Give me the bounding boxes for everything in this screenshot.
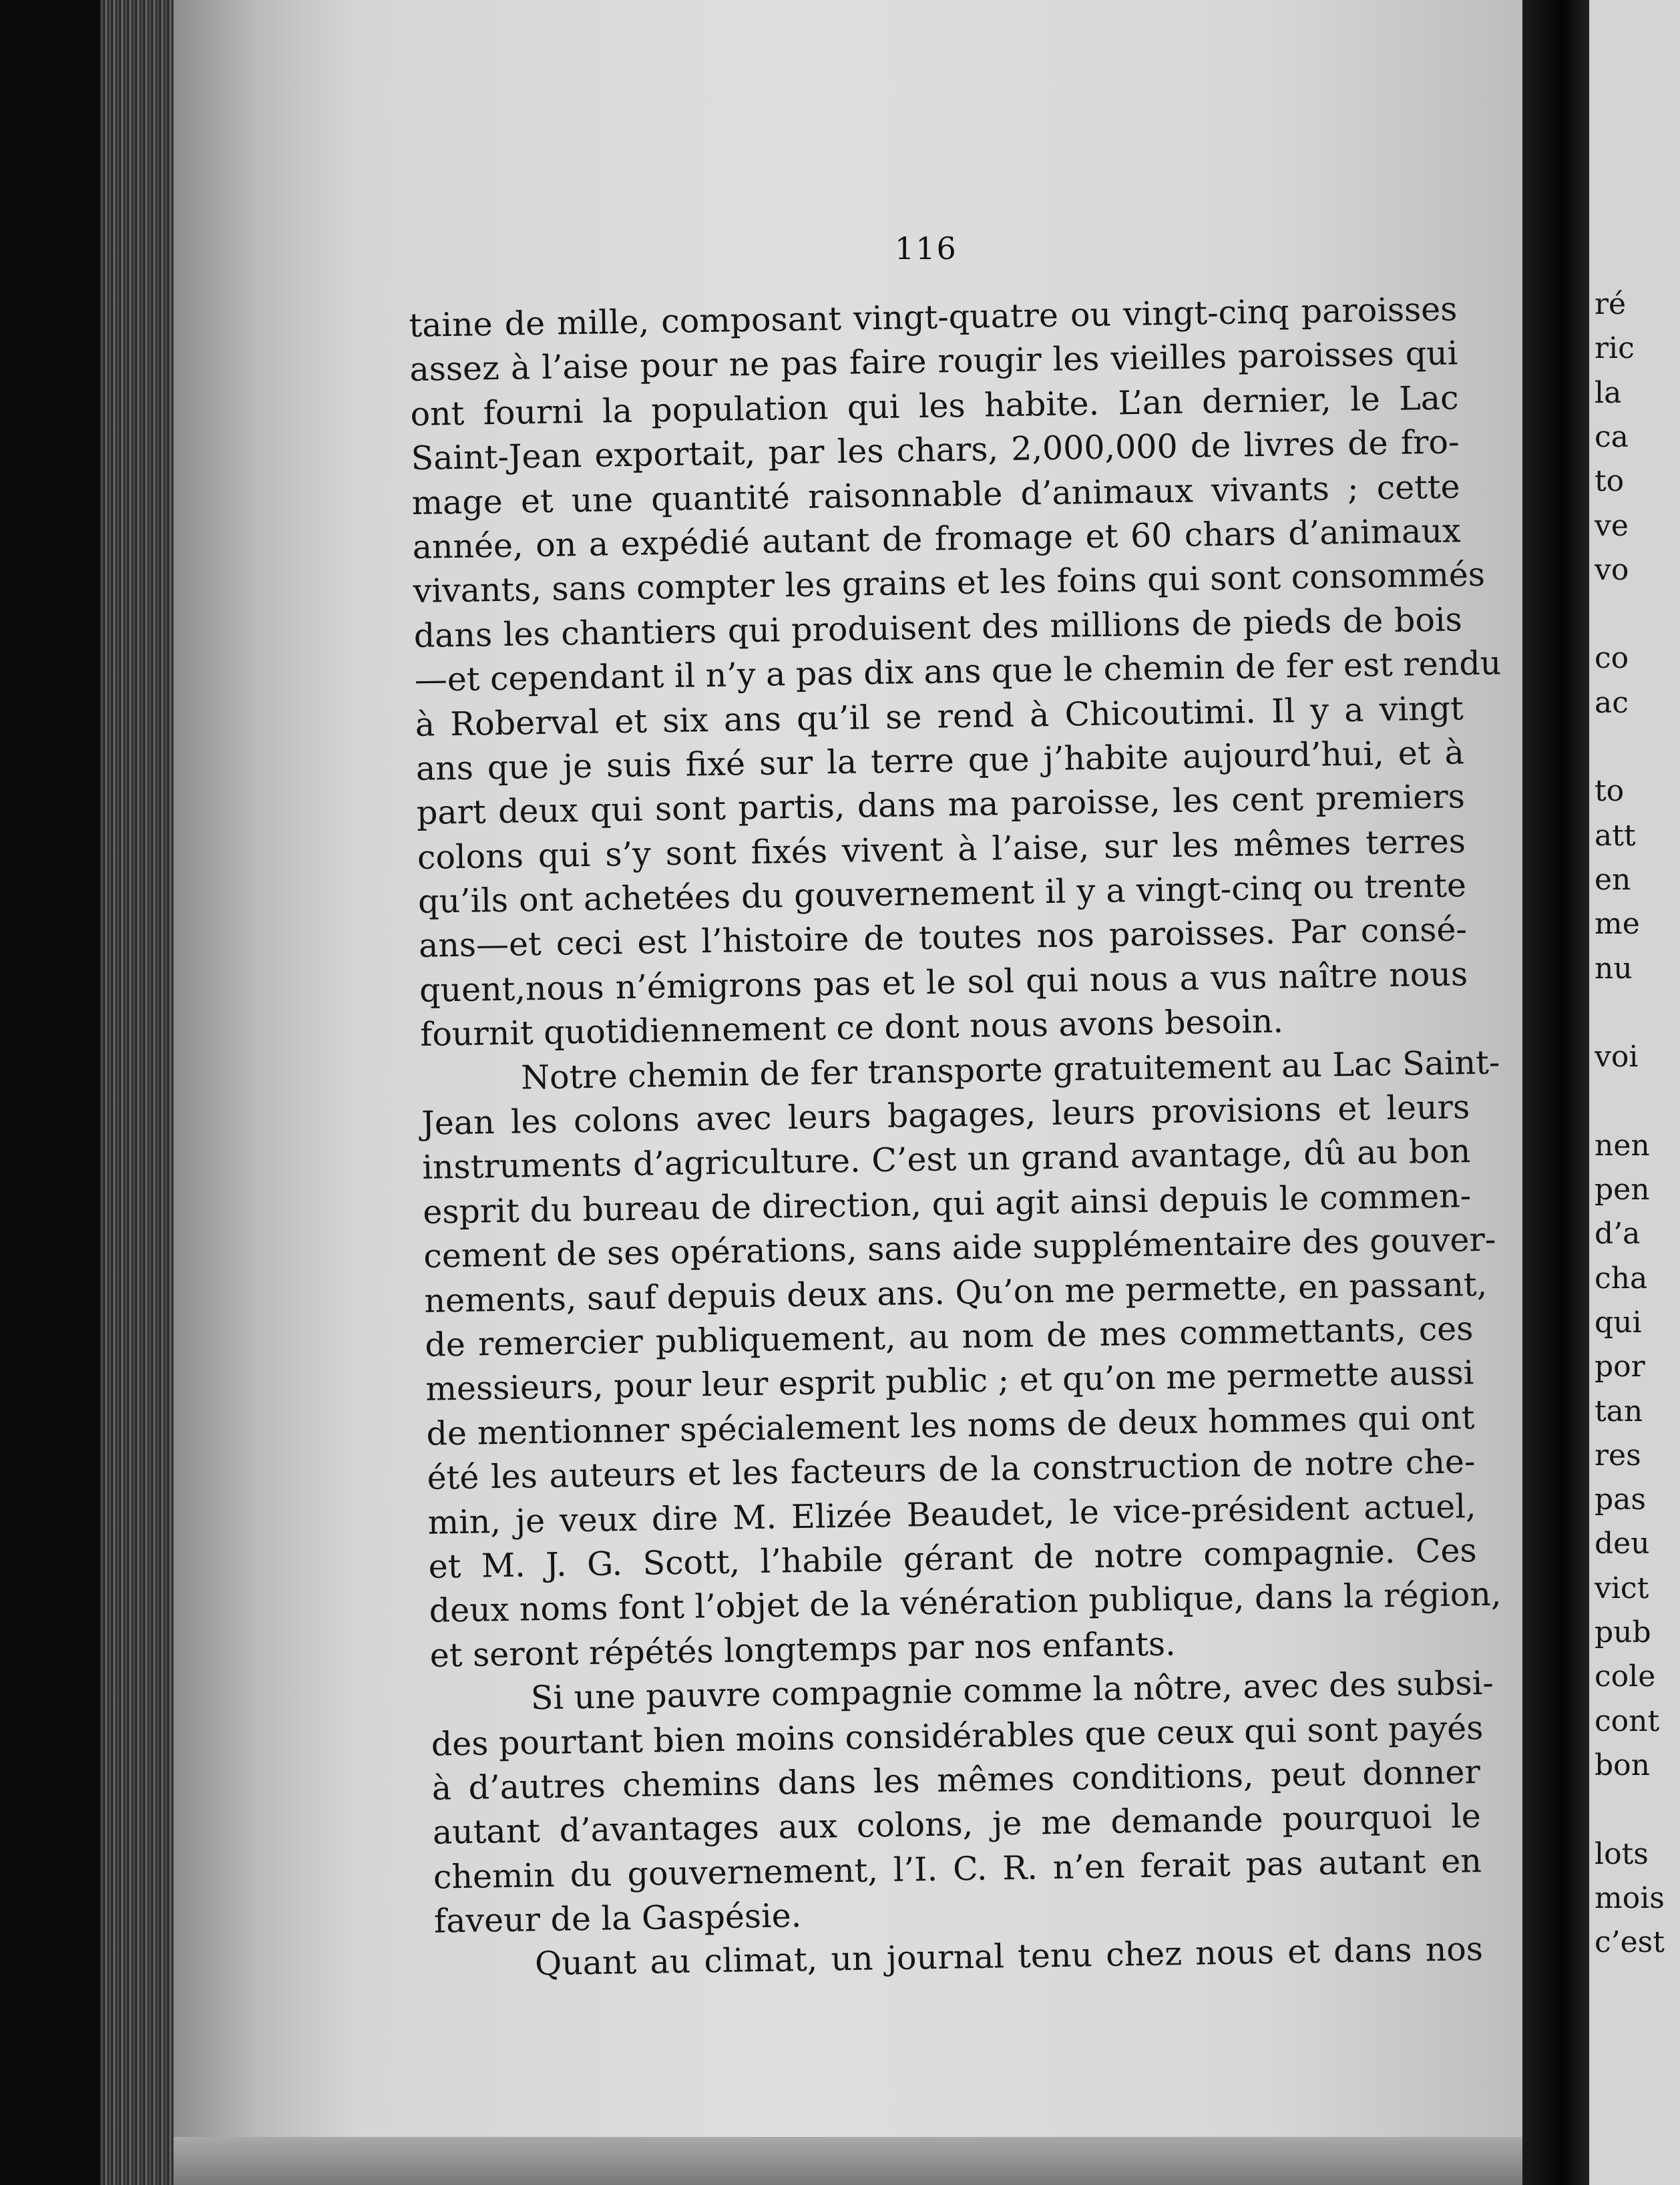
facing-page-fragment: to <box>1595 774 1625 809</box>
text-line: dans les chantiers qui produisent des millions de pieds de bois <box>413 600 1463 655</box>
facing-page-fragment: co <box>1595 641 1629 676</box>
text-line: à d’autres chemins dans les mêmes conditions, peut donner <box>431 1752 1481 1808</box>
text-line: quent,nous n’émigrons pas et le sol qui nous a vus naître nous <box>419 955 1468 1010</box>
facing-page-fragment: cole <box>1595 1659 1656 1694</box>
text-line: part deux qui sont partis, dans ma paroisse, les cent premiers <box>416 777 1466 833</box>
text-line: et M. J. G. Scott, l’habile gérant de notre compagnie. Ces <box>428 1531 1477 1586</box>
facing-page-fragment: cha <box>1595 1261 1648 1296</box>
text-line: Saint-Jean exportait, par les chars, 2,000,000 de livres de fro- <box>411 423 1460 478</box>
facing-page-fragment: res <box>1595 1438 1641 1472</box>
book-spine-edge <box>100 0 174 2185</box>
facing-page-fragment: tan <box>1595 1394 1643 1428</box>
text-line: faveur de la Gaspésie. <box>433 1897 802 1941</box>
facing-page-fragment: me <box>1595 907 1640 942</box>
text-line: instruments d’agriculture. C’est un grand avantage, dû au bon <box>421 1132 1471 1187</box>
facing-page-fragment: c’est <box>1595 1925 1665 1960</box>
facing-page-fragment: d’a <box>1595 1217 1641 1251</box>
facing-page-fragment: qui <box>1595 1305 1642 1340</box>
text-line: ont fourni la population qui les habite. L’an dernier, le Lac <box>410 379 1459 433</box>
facing-page-fragment: por <box>1595 1350 1645 1384</box>
text-line: messieurs, pour leur esprit public ; et qu’on me permette aussi <box>425 1354 1474 1409</box>
text-line: autant d’avantages aux colons, je me demande pourquoi le <box>432 1797 1482 1852</box>
text-line: vivants, sans compter les grains et les foins qui sont consommés <box>413 556 1486 611</box>
text-line: mage et une quantité raisonnable d’animaux vivants ; cette <box>411 467 1460 522</box>
facing-page-fragment: nu <box>1595 951 1633 986</box>
text-line: assez à l’aise pour ne pas faire rougir les vieilles paroisses qui <box>409 334 1458 389</box>
facing-page-fragment: pas <box>1595 1482 1646 1517</box>
text-line: de remercier publiquement, au nom de mes commettants, ces <box>425 1310 1474 1364</box>
page-body-text <box>409 287 1502 1988</box>
facing-page-fragment: bon <box>1595 1748 1650 1782</box>
text-line: —et cependant il n’y a pas dix ans que le chemin de fer est rendu <box>414 644 1502 700</box>
facing-page-fragment: nen <box>1595 1128 1650 1163</box>
text-line: année, on a expédié autant de fromage et 60 chars d’animaux <box>412 512 1461 566</box>
text-line: été les auteurs et les facteurs de la construction de notre che- <box>427 1442 1476 1497</box>
facing-page-fragment: vo <box>1595 552 1629 587</box>
page-number: 116 <box>895 230 958 266</box>
facing-page-fragment: ac <box>1595 685 1629 720</box>
facing-page-fragment: la <box>1595 375 1622 410</box>
facing-page-fragment: mois <box>1595 1880 1665 1915</box>
facing-page-fragment: ve <box>1595 508 1629 543</box>
text-line: colons qui s’y sont fixés vivent à l’aise, sur les mêmes terres <box>417 821 1466 877</box>
text-line: Notre chemin de fer transporte gratuitement au Lac Saint- <box>520 1043 1500 1097</box>
facing-page-fragment: lots <box>1595 1836 1649 1871</box>
text-line: cement de ses opérations, sans aide supplémentaire des gouver- <box>423 1220 1496 1276</box>
facing-page-fragment: en <box>1595 862 1631 897</box>
text-line: Jean les colons avec leurs bagages, leurs provisions et leurs <box>421 1088 1470 1143</box>
text-line: de mentionner spécialement les noms de deux hommes qui ont <box>426 1398 1475 1453</box>
text-line: ans que je suis fixé sur la terre que j’habite aujourd’hui, et à <box>415 733 1465 788</box>
text-line: des pourtant bien moins considérables que ceux qui sont payés <box>431 1708 1484 1764</box>
scan-background-left <box>0 0 100 2185</box>
text-line: min, je veux dire M. Elizée Beaudet, le vice-président actuel, <box>427 1486 1476 1542</box>
text-line: nements, sauf depuis deux ans. Qu’on me permette, en passant, <box>424 1265 1488 1320</box>
page-gutter <box>1522 0 1589 2185</box>
text-line: qu’ils ont achetées du gouvernement il y a vingt-cinq ou trente <box>417 866 1467 921</box>
text-line: esprit du bureau de direction, qui agit ainsi depuis le commen- <box>422 1176 1472 1231</box>
text-line: chemin du gouvernement, l’I. C. R. n’en ferait pas autant en <box>433 1841 1482 1897</box>
text-line: Si une pauvre compagnie comme la nôtre, avec des subsi- <box>530 1663 1494 1718</box>
facing-page-fragment: to <box>1595 464 1625 499</box>
facing-page-fragment: ré <box>1595 287 1627 321</box>
facing-page-fragment: pen <box>1595 1173 1650 1207</box>
text-line: et seront répétés longtemps par nos enfants. <box>429 1624 1177 1675</box>
facing-page-fragment: vict <box>1595 1571 1649 1605</box>
facing-page-fragment: ric <box>1595 331 1635 366</box>
text-line: fournit quotidiennement ce dont nous avons besoin. <box>419 1002 1284 1054</box>
text-line: taine de mille, composant vingt-quatre ou vingt-cinq paroisses <box>409 290 1458 345</box>
text-line: à Roberval et six ans qu’il se rend à Chicoutimi. Il y a vingt <box>415 688 1464 744</box>
text-line: deux noms font l’objet de la vénération publique, dans la région, <box>429 1575 1502 1631</box>
text-line: ans—et ceci est l’histoire de toutes nos paroisses. Par consé- <box>418 910 1468 966</box>
text-line: Quant au climat, un journal tenu chez nous et dans nos <box>534 1930 1484 1983</box>
facing-page-fragment: att <box>1595 818 1636 853</box>
facing-page-fragment: voi <box>1595 1040 1639 1074</box>
facing-page-fragment: cont <box>1595 1704 1660 1738</box>
facing-page-fragment: pub <box>1595 1615 1651 1649</box>
page-bottom-shadow <box>174 2137 1522 2185</box>
facing-page-fragment: ca <box>1595 419 1629 454</box>
facing-page-fragment: deu <box>1595 1527 1650 1561</box>
